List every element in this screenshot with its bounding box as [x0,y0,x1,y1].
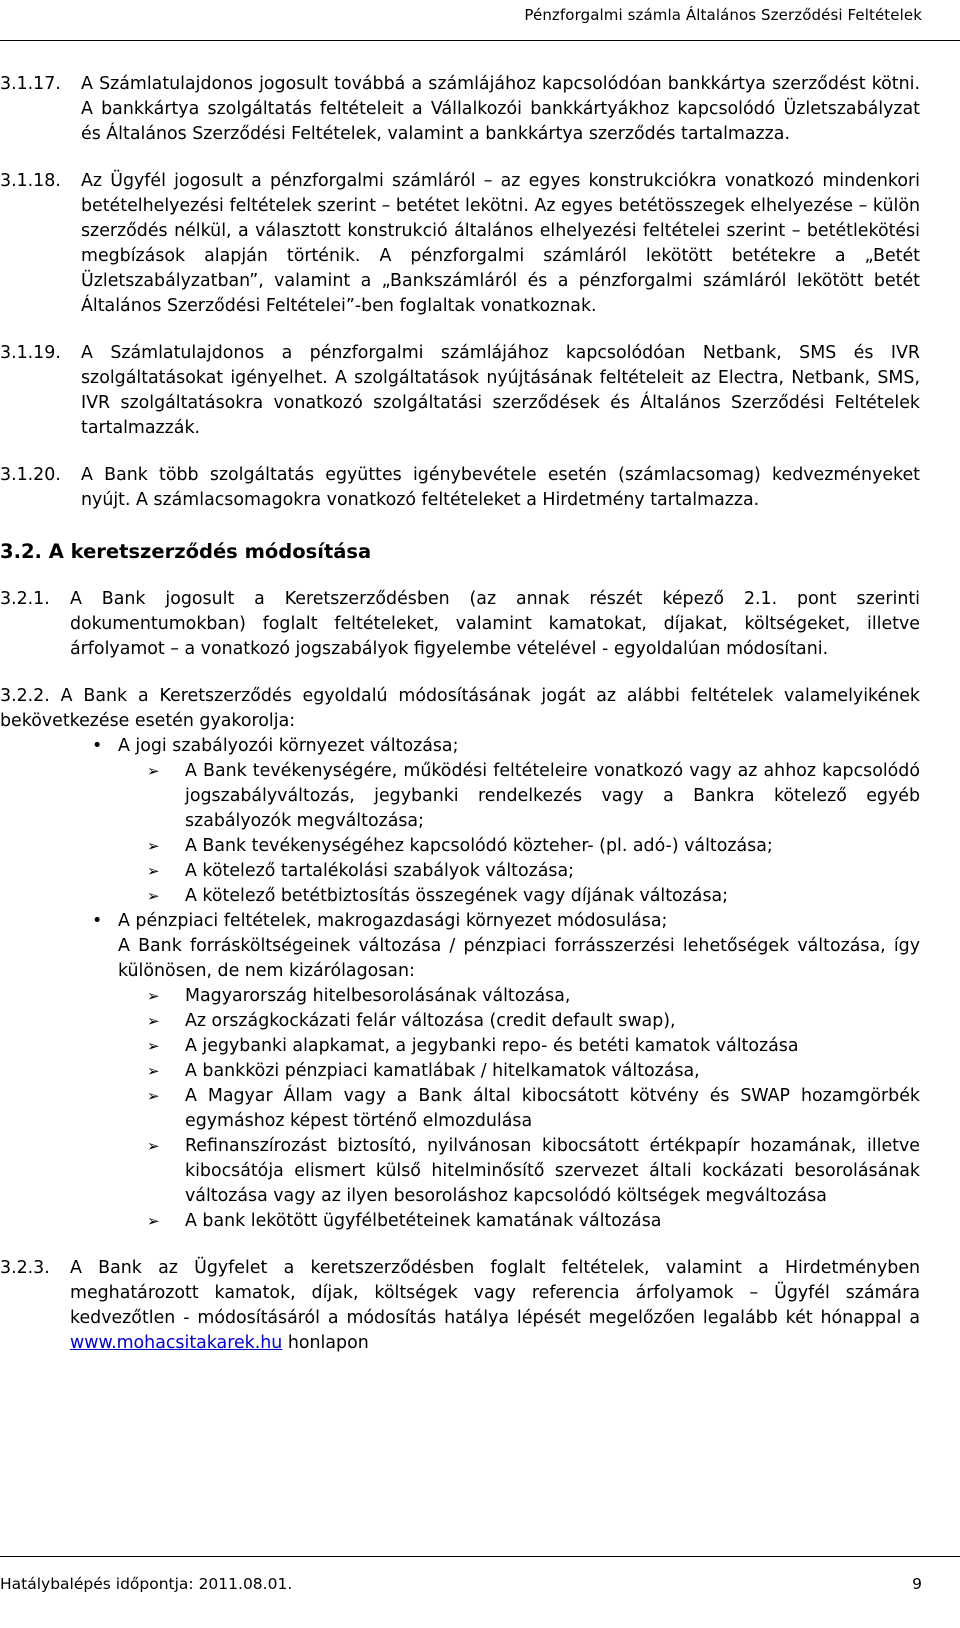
arrow-item-text: A Magyar Állam vagy a Bank által kibocsátott kötvény és SWAP hozamgörbék egymáshoz képest történő elmozdulása [185,1086,920,1131]
paragraph-text: A Bank több szolgáltatás együttes igénybevétele esetén (számlacsomag) kedvezményeket nyújt. A számlacsomagokra vonatkozó feltételeket a Hirdetmény tartalmazza. [81,465,920,510]
paragraph-3-1-19 [0,341,920,441]
paragraph-number: 3.1.20. [0,465,61,485]
arrow-item-text: Refinanszírozást biztosító, nyilvánosan kibocsátott értékpapír hozamának, illetve kibocsátója elismert külső hitelminősítő szervezet általi kockázati besorolásának változása vagy az ilyen besoroláshoz kapcsolódó költségek megváltozása [185,1136,920,1206]
arrow-item-text: A kötelező betétbiztosítás összegének vagy díjának változása; [185,886,729,906]
arrow-item-text: Az országkockázati felár változása (credit default swap), [185,1011,676,1031]
paragraph-3-2-3 [0,1256,920,1356]
paragraph-number: 3.2.2. [0,686,50,706]
arrow-right-icon: ➢ [147,987,160,1005]
paragraph-text: Az Ügyfél jogosult a pénzforgalmi számláról – az egyes konstrukciókra vonatkozó mindenkori betételhelyezési feltételek szerint – betétet lekötni. Az egyes betétösszegek elhelyezése – külön szerződés nélkül, a választott konstrukció általános elhelyezési feltételei szerint – betétlekötési megbízások alapján történik. A pénzforgalmi számláról lekötött betétekre a „Betét Üzletszabályzatban”, valamint a „Bankszámláról és a pénzforgalmi számláról lekötött betét Általános Szerződési Feltételei”-ben foglaltak vonatkoznak. [81,171,920,316]
arrow-right-icon: ➢ [147,1087,160,1105]
arrow-list-item [0,1209,920,1234]
arrow-item-text: A bankközi pénzpiaci kamatlábak / hitelkamatok változása, [185,1061,700,1081]
arrow-list-item [0,834,920,859]
arrow-list-item [0,1084,920,1134]
page-number: 9 [912,1575,922,1593]
paragraph-intro [0,684,920,734]
arrow-list-item [0,884,920,909]
paragraph-text [70,1256,920,1356]
arrow-list-item [0,859,920,884]
paragraph-number: 3.1.18. [0,171,61,191]
arrow-item-text: A bank lekötött ügyfélbetéteinek kamatának változása [185,1211,662,1231]
arrow-item-text: A jegybanki alapkamat, a jegybanki repo- és betéti kamatok változása [185,1036,799,1056]
arrow-list-item [0,984,920,1009]
paragraph-text: A Bank jogosult a Keretszerződésben (az annak részét képező 2.1. pont szerinti dokumentumokban) foglalt feltételeket, valamint kamatokat, díjakat, költségeket, illetve árfolyamot – a vonatkozó jogszabályok figyelembe vételével - egyoldalúan módosítani. [70,589,920,659]
paragraph-3-1-17 [0,72,920,147]
footer-divider [0,1556,960,1557]
bullet-icon: • [92,736,103,756]
bullet-text: A jogi szabályozói környezet változása; [118,736,459,756]
bullet-item [0,734,920,759]
arrow-right-icon: ➢ [147,887,160,905]
arrow-item-text: A kötelező tartalékolási szabályok változása; [185,861,574,881]
section-heading: 3.2. A keretszerződés módosítása [0,540,372,563]
arrow-right-icon: ➢ [147,837,160,855]
arrow-item-text: Magyarország hitelbesorolásának változása, [185,986,571,1006]
arrow-item-text: A Bank tevékenységére, működési feltételeire vonatkozó vagy az ahhoz kapcsolódó jogszabályváltozás, jegybanki rendelkezés vagy a Bankra kötelező egyéb szabályozók megváltozása; [185,761,920,831]
paragraph-3-2-1 [0,587,920,662]
paragraph-number: 3.2.3. [0,1258,50,1278]
arrow-right-icon: ➢ [147,1212,160,1230]
document-body [0,72,920,1378]
page-header-title: Pénzforgalmi számla Általános Szerződési Feltételek [524,6,922,24]
bullet-text: A pénzpiaci feltételek, makrogazdasági környezet módosulása; [118,911,668,931]
arrow-right-icon: ➢ [147,762,160,780]
bullet-item [0,909,920,934]
website-link[interactable]: www.mohacsitakarek.hu [70,1333,283,1353]
paragraph-number: 3.1.17. [0,74,61,94]
arrow-list-item [0,759,920,834]
paragraph-text: A Számlatulajdonos jogosult továbbá a számlájához kapcsolódóan bankkártya szerződést kötni. A bankkártya szolgáltatás feltételeit a Vállalkozói bankkártyákhoz kapcsolódó Üzletszabályzat és Általános Szerződési Feltételek, valamint a bankkártya szerződés tartalmazza. [81,74,920,144]
arrow-right-icon: ➢ [147,1062,160,1080]
paragraph-3-1-20 [0,463,920,513]
arrow-list-item [0,1059,920,1084]
arrow-right-icon: ➢ [147,1012,160,1030]
arrow-list-item [0,1009,920,1034]
paragraph-number: 3.2.1. [0,589,50,609]
bullet-continuation-text: A Bank forrásköltségeinek változása / pénzpiaci forrásszerzési lehetőségek változása, így különösen, de nem kizárólagosan: [118,936,920,981]
effective-date: Hatálybalépés időpontja: 2011.08.01. [0,1575,293,1593]
paragraph-text: A Számlatulajdonos a pénzforgalmi számlájához kapcsolódóan Netbank, SMS és IVR szolgáltatásokat igényelhet. A szolgáltatások nyújtásának feltételeit az Electra, Netbank, SMS, IVR szolgáltatásokra vonatkozó szolgáltatási szerződések és Általános Szerződési Feltételek tartalmazzák. [81,343,920,438]
paragraph-text: A Bank a Keretszerződés egyoldalú módosításának jogát az alábbi feltételek valamelyikének bekövetkezése esetén gyakorolja: [0,686,920,731]
arrow-list-item [0,1034,920,1059]
paragraph-text-tail: honlapon [287,1333,369,1353]
arrow-right-icon: ➢ [147,1137,160,1155]
arrow-right-icon: ➢ [147,1037,160,1055]
paragraph-3-1-18 [0,169,920,319]
paragraph-number: 3.1.19. [0,343,61,363]
arrow-right-icon: ➢ [147,862,160,880]
paragraph-text-main: A Bank az Ügyfelet a keretszerződésben foglalt feltételek, valamint a Hirdetményben meghatározott kamatok, díjak, költségek vagy referencia árfolyamok – Ügyfél számára kedvezőtlen - módosításáról a módosítás hatálya lépését megelőzően legalább két hónappal a [70,1258,920,1328]
bullet-icon: • [92,911,103,931]
paragraph-3-2-2 [0,684,920,1234]
arrow-item-text: A Bank tevékenységéhez kapcsolódó közteher- (pl. adó-) változása; [185,836,773,856]
arrow-list-item [0,1134,920,1209]
header-divider [0,40,960,41]
